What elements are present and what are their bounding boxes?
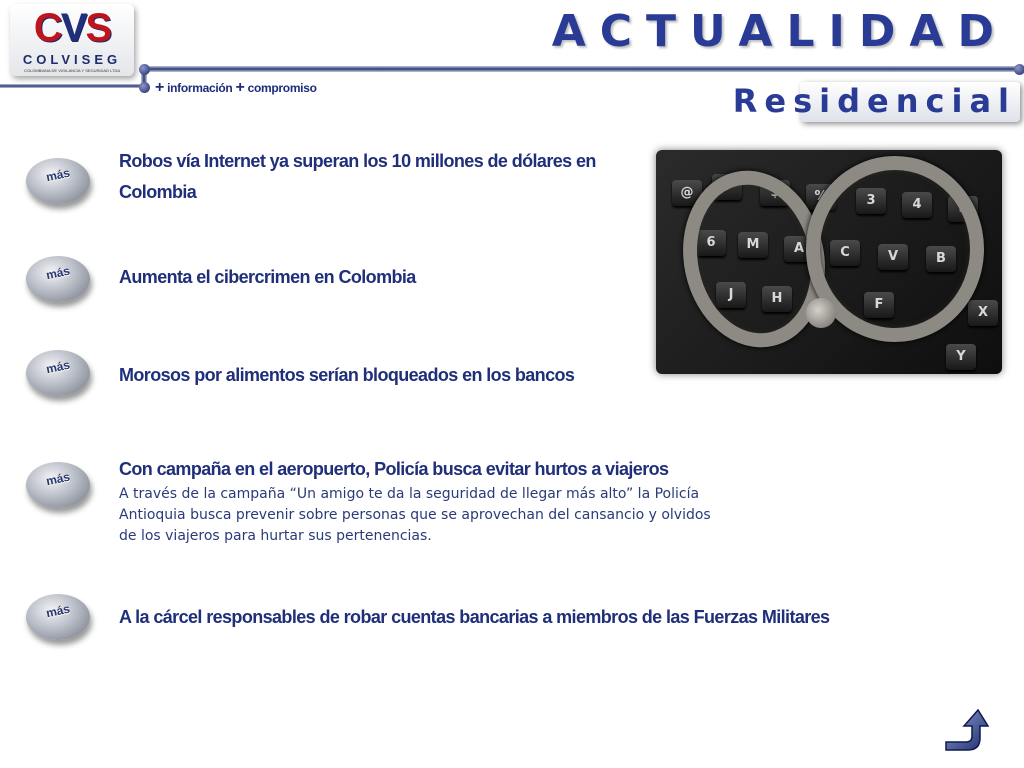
more-button-label: más [44, 165, 72, 185]
keyboard-key: $ [760, 180, 790, 206]
more-button-3[interactable] [26, 350, 90, 396]
keyboard-key: % [806, 184, 836, 210]
tagline-item: información [167, 81, 233, 95]
handcuff-hinge [806, 298, 836, 328]
more-button-label: más [44, 357, 72, 377]
keyboard-key: 6 [696, 230, 726, 256]
page-title-text: ACTUALIDAD [551, 6, 1008, 57]
news-headline-2[interactable]: Aumenta el cibercrimen en Colombia [119, 267, 416, 287]
keyboard-key: # [712, 174, 742, 200]
logo-letter-s: S [85, 6, 111, 50]
news-headline-3[interactable]: Morosos por alimentos serían bloqueados en los bancos [119, 365, 575, 385]
keyboard-key: 4 [902, 192, 932, 218]
page-title [551, 4, 1016, 64]
next-slide-button[interactable] [940, 706, 990, 756]
divider-dot [139, 82, 150, 93]
logo-letter-c: C [33, 6, 61, 50]
keyboard-key: V [878, 244, 908, 270]
news-summary-4: A través de la campaña “Un amigo te da la seguridad de llegar más alto” la Policía Antioquia busca prevenir sobre personas que se aprovechan del cansancio y olvidos de los viajeros para hurtar sus pertenencias. [119, 486, 711, 544]
keyboard-key: Y [946, 344, 976, 370]
headline-line: Robos vía Internet ya superan los 10 millones de dólares en [119, 151, 596, 171]
plus-icon: + [235, 79, 245, 96]
logo-name: COLVISEG [22, 52, 122, 67]
tagline [155, 79, 317, 97]
more-button-label: más [44, 601, 72, 621]
logo-subtitle: COLOMBIANA DE VIGILANCIA Y SEGURIDAD LTDA [23, 68, 121, 73]
keyboard-key: H [762, 286, 792, 312]
company-logo [10, 4, 134, 76]
logo-letter-v: V [60, 6, 86, 50]
logo-mark [10, 6, 134, 51]
keyboard-key: F [864, 292, 894, 318]
keyboard-key: C [830, 240, 860, 266]
page-subtitle-text: Residencial [732, 82, 1016, 120]
news-headline-5[interactable]: A la cárcel responsables de robar cuentas bancarias a miembros de las Fuerzas Militares [119, 607, 830, 627]
keyboard-key: 3 [856, 188, 886, 214]
news-headline-1[interactable] [119, 146, 596, 208]
keyboard-key: M [738, 232, 768, 258]
plus-icon: + [155, 79, 165, 96]
keyboard-key: @ [672, 180, 702, 206]
header-divider-left [0, 84, 145, 88]
handcuffs-keyboard-image [656, 150, 1002, 374]
page-subtitle [732, 82, 1020, 122]
more-button-2[interactable] [26, 256, 90, 302]
more-button-label: más [44, 469, 72, 489]
more-button-label: más [44, 263, 72, 283]
more-button-1[interactable] [26, 158, 90, 204]
more-button-4[interactable] [26, 462, 90, 508]
keyboard-key: B [926, 246, 956, 272]
keyboard-key: X [968, 300, 998, 326]
header-divider [145, 66, 1024, 72]
headline-line: Colombia [119, 182, 197, 202]
more-button-5[interactable] [26, 594, 90, 640]
keyboard-key: 5 [948, 196, 978, 222]
keyboard-key: A [784, 236, 814, 262]
tagline-item: compromiso [247, 81, 317, 95]
keyboard-key: J [716, 282, 746, 308]
curved-arrow-up-icon [940, 706, 990, 756]
divider-dot [1014, 64, 1024, 75]
divider-dot [139, 64, 150, 75]
news-headline-4[interactable]: Con campaña en el aeropuerto, Policía busca evitar hurtos a viajeros [119, 459, 669, 479]
